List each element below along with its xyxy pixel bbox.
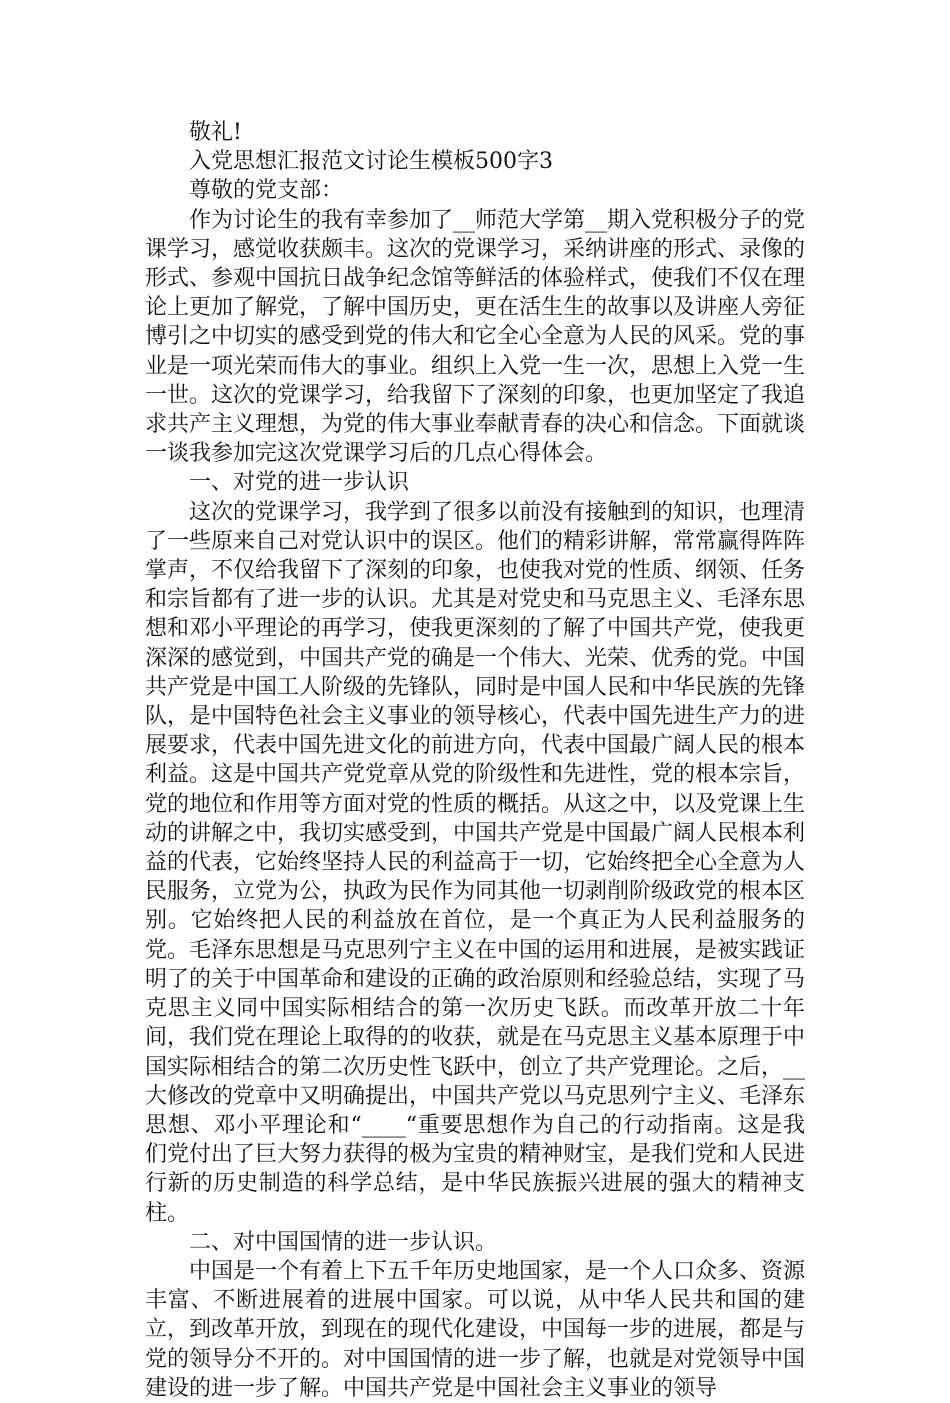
document-page [145,118,805,1403]
section-heading-2: 二、对中国国情的进一步认识。 [189,1229,498,1255]
body-paragraph-national: 中国是一个有着上下五千年历史地国家，是一个人口众多、资源丰富、不断进展着的进展中国家。可以说，从中华人民共和国的建立，到改革开放，到现在的现代化建设，中国每一步的进展，都是与党的领导分不开的。对中国国情的进一步了解，也就是对党领导中国建设的进一步了解。中国共产党是中国社会主义事业的领导 [145,1258,806,1401]
body-paragraph-party: 这次的党课学习，我学到了很多以前没有接触到的知识，也理清了一些原来自己对党认识中的误区。他们的精彩讲解，常常赢得阵阵掌声，不仅给我留下了深刻的印象，也使我对党的性质、纲领、任务和宗旨都有了进一步的认识。尤其是对党史和马克思主义、毛泽东思想和邓小平理论的再学习，使我更深刻的了解了中国共产党，使我更深深的感觉到，中国共产党的确是一个伟大、光荣、优秀的党。中国共产党是中国工人阶级的先锋队，同时是中国人民和中华民族的先锋队，是中国特色社会主义事业的领导核心，代表中国先进生产力的进展要求，代表中国先进文化的前进方向，代表中国最广阔人民的根本利益。这是中国共产党党章从党的阶级性和先进性，党的根本宗旨，党的地位和作用等方面对党的性质的概括。从这之中，以及党课上生动的讲解之中，我切实感受到，中国共产党是中国最广阔人民根本利益的代表，它始终坚持人民的利益高于一切，它始终把全心全意为人民服务，立党为公，执政为民作为同其他一切剥削阶级政党的根本区别。它始终把人民的利益放在首位，是一个真正为人民利益服务的党。毛泽东思想是马克思列宁主义在中国的运用和进展，是被实践证明了的关于中国革命和建设的正确的政治原则和经验总结，实现了马克思主义同中国实际相结合的第一次历史飞跃。而改革开放二十年间，我们党在理论上取得的的收获，就是在马克思主义基本原理于中国实际相结合的第二次历史性飞跃中，创立了共产党理论。之后，__大修改的党章中又明确提出，中国共产党以马克思列宁主义、毛泽东思想、邓小平理论和“____“重要思想作为自己的行动指南。这是我们党付出了巨大努力获得的极为宝贵的精神财宝，是我们党和人民进行新的历史制造的科学总结，是中华民族振兴进展的强大的精神支柱。 [145,499,806,1226]
greeting: 尊敬的党支部： [189,178,344,204]
article-title: 入党思想汇报范文讨论生模板500字3 [189,149,553,175]
body-paragraph-intro: 作为讨论生的我有幸参加了__师范大学第__期入党积极分子的党课学习，感觉收获颇丰。这次的党课学习，采纳讲座的形式、录像的形式、参观中国抗日战争纪念馆等鲜活的体验样式，使我们不仅在理论上更加了解党，了解中国历史，更在活生生的故事以及讲座人旁征博引之中切实的感受到党的伟大和它全心全意为人民的风采。党的事业是一项光荣而伟大的事业。组织上入党一生一次，思想上入党一生一世。这次的党课学习，给我留下了深刻的印象，也更加坚定了我追求共产主义理想，为党的伟大事业奉献青春的决心和信念。下面就谈一谈我参加完这次党课学习后的几点心得体会。 [145,207,806,467]
closing-salutation: 敬礼! [189,120,242,145]
section-heading-1: 一、对党的进一步认识 [189,470,410,496]
